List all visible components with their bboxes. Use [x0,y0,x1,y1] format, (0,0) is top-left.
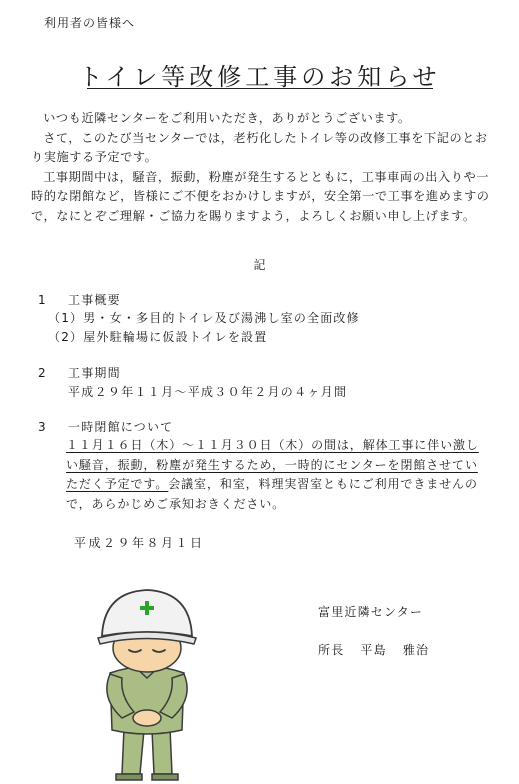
section-1-heading [38,291,121,310]
construction-period: 平成２９年１１月～平成３０年２月の４ヶ月間 [68,385,348,399]
closure-note-text: 会議室，和室，料理実習室ともにご利用できませんので，あらかじめご承知おきください。 [66,477,478,511]
signature-line [318,641,445,658]
section-title: 工事概要 [68,293,121,307]
ki-heading: 記 [253,258,266,272]
worker-shoes [116,774,178,780]
bowing-worker-illustration [82,578,212,782]
closure-details [66,436,490,514]
worker-hands [133,710,161,726]
organization-name: 富里近隣センター [318,605,424,619]
section-number: 2 [38,366,47,380]
notice-title: トイレ等改修工事のお知らせ [78,63,441,91]
section-2-heading [38,364,121,383]
section-3-heading [38,418,173,437]
signer-title: 所長 [318,643,345,657]
section-number: 1 [38,293,47,307]
signer-given-name: 雅治 [402,643,430,657]
intro-paragraph-3: 工事期間中は，騒音，振動，粉塵が発生するとともに，工事車両の出入りや一時的な閉館など，皆様にご不便をおかけしますが，安全第一で工事を進めますので，なにとぞご理解・ご協力を賜りますよう，よろしくお願い申し上げます。 [31,169,490,223]
section-1 [38,291,121,310]
worker-legs [122,728,172,774]
addressee: 利用者の皆様へ [44,16,136,30]
closure-period-text: １１月１６日（木）～１１月３０日（木）の間は，解体工事に伴い激しい騒音，振動，粉塵が発生するため，一時的にセンターを閉館させていただく予定です。 [66,438,479,491]
section-number: 3 [38,420,47,434]
section-title: 一時閉館について [68,420,174,434]
intro-paragraph-1: いつも近隣センターをご利用いただき，ありがとうございます。 [43,111,411,125]
signer-surname: 平島 [360,643,387,657]
notice-date: 平成２９年８月１日 [74,536,205,550]
section-1-item-2: （2）屋外駐輪場に仮設トイレを設置 [48,330,268,344]
title-underline [87,88,433,89]
section-1-item-1: （1）男・女・多目的トイレ及び湯沸し室の全面改修 [48,311,360,325]
intro-text [31,109,493,227]
intro-paragraph-2: さて，このたび当センターでは，老朽化したトイレ等の改修工事を下記のとおり実施する予定です。 [31,130,488,165]
section-title: 工事期間 [68,366,121,380]
